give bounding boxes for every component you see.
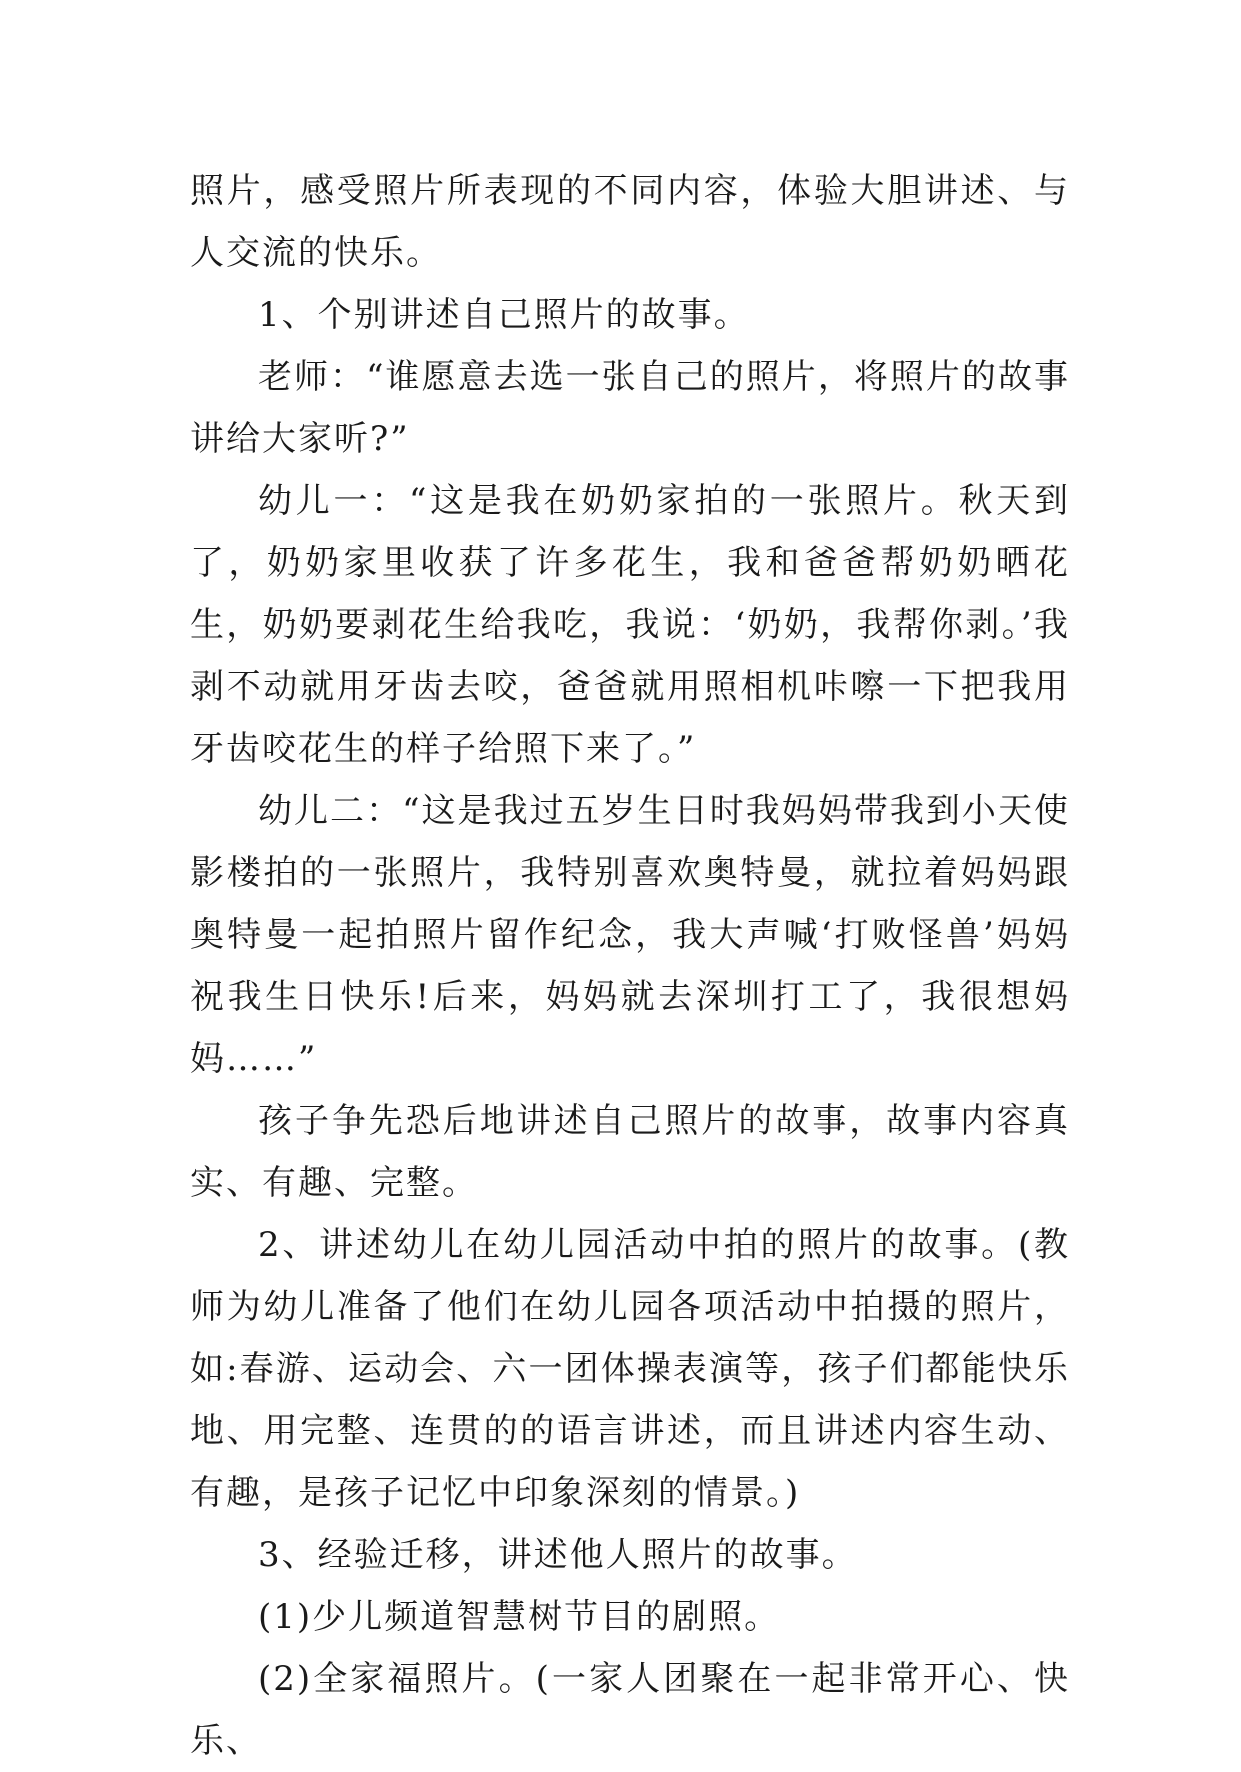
- paragraph-step-1-heading: 1、个别讲述自己照片的故事。: [258, 295, 750, 335]
- paragraph-step-2: 2、讲述幼儿在幼儿园活动中拍的照片的故事。(教师为幼儿准备了他们在幼儿园各项活动中拍摄的照片，如:春游、运动会、六一团体操表演等，孩子们都能快乐地、用完整、连贯的的语言讲述，而且讲述内容生动、有趣，是孩子记忆中印象深刻的情景。): [190, 1225, 1070, 1513]
- paragraph-step-3-heading: 3、经验迁移，讲述他人照片的故事。: [258, 1535, 858, 1575]
- paragraph-intro-continuation: 照片，感受照片所表现的不同内容，体验大胆讲述、与人交流的快乐。: [190, 171, 1070, 273]
- paragraph-teacher-question: 老师：“谁愿意去选一张自己的照片，将照片的故事讲给大家听?”: [190, 357, 1070, 459]
- paragraph-item-2: (2)全家福照片。(一家人团聚在一起非常开心、快乐、: [190, 1659, 1070, 1761]
- document-page: [190, 160, 1070, 1772]
- paragraph-item-1: (1)少儿频道智慧树节目的剧照。: [258, 1597, 781, 1637]
- paragraph-children-summary: 孩子争先恐后地讲述自己照片的故事，故事内容真实、有趣、完整。: [190, 1101, 1070, 1203]
- paragraph-child-one: 幼儿一：“这是我在奶奶家拍的一张照片。秋天到了，奶奶家里收获了许多花生，我和爸爸帮奶奶晒花生，奶奶要剥花生给我吃，我说：‘奶奶，我帮你剥。’我剥不动就用牙齿去咬，爸爸就用照相机咔嚓一下把我用牙齿咬花生的样子给照下来了。”: [190, 481, 1070, 769]
- paragraph-child-two: 幼儿二：“这是我过五岁生日时我妈妈带我到小天使影楼拍的一张照片，我特别喜欢奥特曼，就拉着妈妈跟奥特曼一起拍照片留作纪念，我大声喊‘打败怪兽’妈妈祝我生日快乐!后来，妈妈就去深圳打工了，我很想妈妈……”: [190, 791, 1070, 1079]
